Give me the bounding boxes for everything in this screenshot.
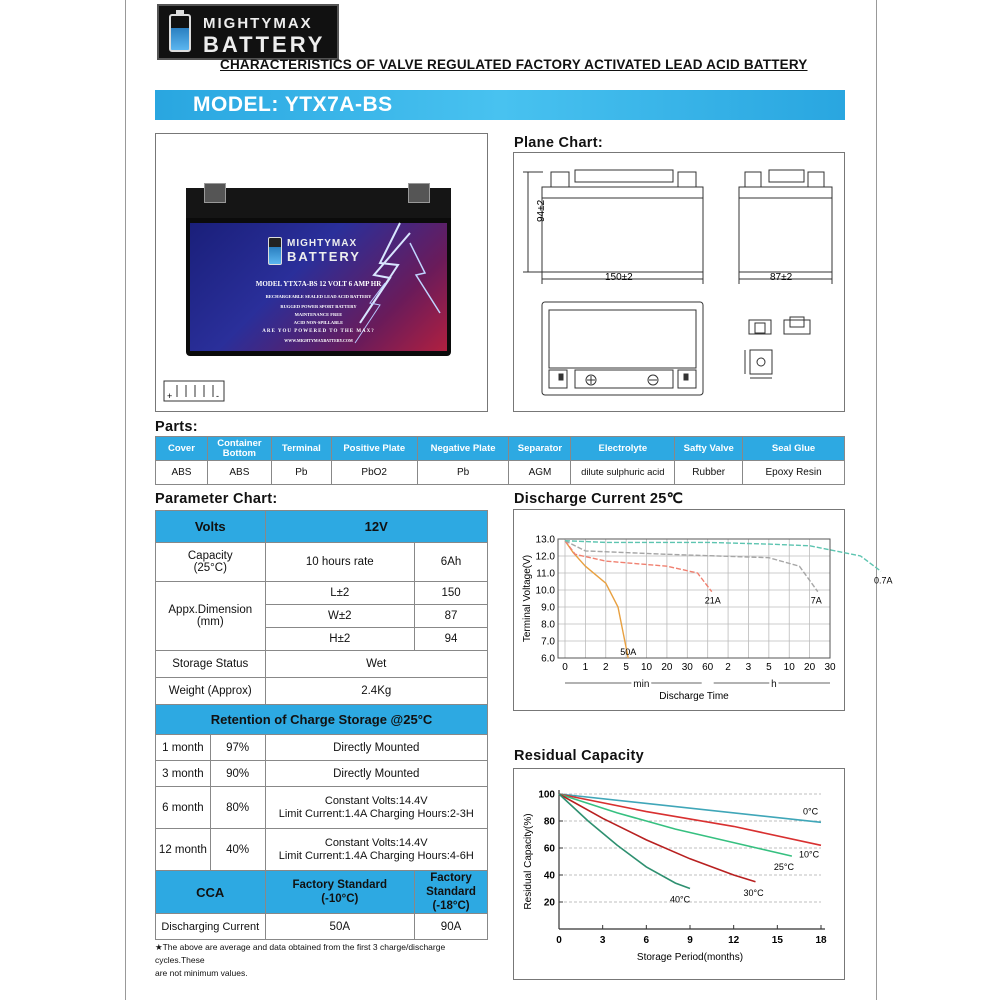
x-tick-label: 9 — [687, 935, 693, 946]
series-label-40C: 40°C — [670, 894, 691, 905]
retention-period: 3 month — [156, 761, 211, 787]
parts-header-cell: Positive Plate — [331, 437, 417, 461]
retention-title: Retention of Charge Storage @25°C — [156, 705, 488, 735]
retention-period: 12 month — [156, 829, 211, 871]
logo-line-2: BATTERY — [203, 32, 326, 57]
retention-pct: 97% — [210, 735, 265, 761]
dim-label: H±2 — [265, 628, 415, 651]
dim-value: 94 — [415, 628, 488, 651]
length-dimension-label: 150±2 — [605, 272, 633, 283]
svg-text:-: - — [216, 391, 219, 401]
parts-header-cell: Electrolyte — [571, 437, 675, 461]
battery-logo-icon — [169, 14, 191, 52]
parts-value-cell: Pb — [271, 461, 331, 485]
label-battery-icon — [268, 237, 282, 265]
y-tick-label: 100 — [538, 789, 555, 801]
retention-period: 6 month — [156, 787, 211, 829]
x-tick-label: 0 — [562, 662, 568, 673]
series-line-30C — [559, 794, 756, 882]
retention-row — [156, 787, 488, 829]
parts-header-cell: Safty Valve — [675, 437, 743, 461]
discharge-chart — [513, 509, 893, 711]
y-tick-label: 6.0 — [541, 653, 555, 665]
parts-value-cell: PbO2 — [331, 461, 417, 485]
negative-terminal-icon — [204, 183, 226, 203]
retention-row — [156, 829, 488, 871]
capacity-label: Capacity — [187, 550, 233, 562]
volts-label: Volts — [156, 511, 266, 543]
series-label-0C: 0°C — [803, 806, 819, 817]
footnote — [155, 941, 495, 980]
parameter-chart-title: Parameter Chart: — [155, 491, 278, 507]
retention-note: Directly Mounted — [265, 735, 488, 761]
series-label-7A: 7A — [810, 595, 822, 606]
dimension-unit: (mm) — [196, 616, 224, 628]
residual-chart — [513, 768, 845, 980]
capacity-value: 6Ah — [415, 543, 488, 582]
x-tick-label: 18 — [815, 935, 827, 946]
parts-value-cell: Pb — [417, 461, 509, 485]
volts-value: 12V — [265, 511, 488, 543]
retention-row — [156, 735, 488, 761]
y-tick-label: 12.0 — [535, 551, 555, 563]
storage-label: Storage Status — [156, 651, 266, 678]
dim-value: 87 — [415, 605, 488, 628]
y-tick-label: 40 — [543, 870, 555, 882]
series-label-50A: 50A — [620, 647, 637, 657]
page-title: CHARACTERISTICS OF VALVE REGULATED FACTORY ACTIVATED LEAD ACID BATTERY — [220, 57, 808, 72]
x-tick-label: 1 — [582, 662, 589, 673]
y-tick-label: 8.0 — [541, 619, 555, 631]
battery-label — [190, 223, 447, 351]
y-tick-label: 60 — [543, 843, 555, 855]
residual-chart-title: Residual Capacity — [514, 748, 645, 764]
parts-value-cell: Epoxy Resin — [743, 461, 845, 485]
y-tick-label: 7.0 — [541, 636, 555, 648]
retention-note-cell — [265, 787, 488, 829]
weight-label: Weight (Approx) — [156, 678, 266, 705]
parts-header-cell: Separator — [509, 437, 571, 461]
parts-header-cell: Seal Glue — [743, 437, 845, 461]
x-tick-label: 15 — [771, 935, 783, 946]
cca-label: CCA — [156, 871, 266, 914]
battery-photo — [186, 191, 451, 356]
fs2-line-1: Factory Standard — [426, 872, 476, 898]
series-line-40C — [559, 794, 690, 889]
y-axis-title: Residual Capacity(%) — [523, 813, 534, 910]
series-line-21A — [565, 541, 712, 592]
dim-value: 150 — [415, 582, 488, 605]
x-tick-label: 6 — [643, 935, 650, 946]
x-tick-label: 0 — [556, 935, 562, 946]
footnote-line-1: ★The above are average and data obtained from the first 3 charge/discharge cycles.These — [155, 942, 446, 965]
x-tick-label: 10 — [640, 662, 653, 673]
series-label-30C: 30°C — [743, 887, 764, 898]
dimension-label-cell — [156, 582, 266, 651]
plane-chart-title: Plane Chart: — [514, 135, 604, 151]
storage-value: Wet — [265, 651, 488, 678]
label-line-6: ARE YOU POWERED TO THE MAX? — [262, 329, 375, 334]
x-tick-label: 60 — [702, 662, 714, 673]
series-label-21A: 21A — [704, 595, 721, 606]
fs1-line-1: Factory Standard — [292, 879, 388, 891]
parts-header-cell: Container Bottom — [207, 437, 271, 461]
parts-value-row — [156, 461, 845, 485]
dimension-label: Appx.Dimension — [168, 604, 253, 616]
x-tick-label: 3 — [599, 935, 606, 946]
x-unit-h: h — [771, 679, 777, 690]
series-label-0-7A: 0.7A — [873, 575, 893, 586]
x-tick-label: 3 — [745, 662, 752, 673]
x-tick-label: 30 — [681, 662, 693, 673]
height-dimension-label: 94±2 — [536, 199, 547, 222]
retention-note-cell — [265, 829, 488, 871]
capacity-label-cell — [156, 543, 266, 582]
positive-terminal-icon — [408, 183, 430, 203]
y-axis-title: Terminal Voltage(V) — [522, 554, 533, 643]
footnote-line-2: are not minimum values. — [155, 968, 248, 978]
series-line-7A — [565, 541, 818, 592]
logo-line-1: MIGHTYMAX — [203, 15, 313, 32]
width-dimension-label: 87±2 — [770, 272, 793, 283]
x-tick-label: 2 — [602, 662, 609, 673]
svg-text:+: + — [167, 391, 173, 401]
label-brand-2: BATTERY — [287, 249, 361, 264]
series-line-50A — [565, 541, 628, 658]
discharging-value-10: 50A — [265, 914, 415, 940]
capacity-rate: 10 hours rate — [265, 543, 415, 582]
retention-pct: 90% — [210, 761, 265, 787]
x-tick-label: 5 — [766, 662, 772, 673]
parts-value-cell: dilute sulphuric acid — [571, 461, 675, 485]
retention-note-line-2: Limit Current:1.4A Charging Hours:2-3H — [278, 807, 474, 820]
factory-standard-18 — [415, 871, 488, 914]
series-label-10C: 10°C — [799, 849, 820, 860]
x-tick-label: 5 — [623, 662, 629, 673]
weight-value: 2.4Kg — [265, 678, 488, 705]
parts-value-cell: AGM — [509, 461, 571, 485]
dim-label: L±2 — [265, 582, 415, 605]
battery-cells-icon — [163, 380, 225, 402]
label-line-7: WWW.MIGHTYMAXBATTERY.COM — [284, 338, 353, 343]
label-line-5: ACID NON-SPILLABLE — [293, 320, 344, 325]
dim-label: W±2 — [265, 605, 415, 628]
series-label-25C: 25°C — [773, 862, 794, 873]
y-tick-label: 9.0 — [541, 602, 555, 614]
x-tick-label: 12 — [728, 935, 740, 946]
discharging-value-18: 90A — [415, 914, 488, 940]
fs1-line-2: (-10°C) — [321, 893, 359, 905]
parts-header-row — [156, 437, 845, 461]
discharge-chart-title: Discharge Current 25℃ — [514, 491, 684, 507]
parts-value-cell: Rubber — [675, 461, 743, 485]
plane-chart-drawing — [513, 152, 845, 412]
parts-header-cell: Negative Plate — [417, 437, 509, 461]
parts-table — [155, 436, 845, 485]
label-line-3: RUGGED POWER SPORT BATTERY — [280, 304, 357, 309]
parts-value-cell: ABS — [156, 461, 208, 485]
retention-note: Directly Mounted — [265, 761, 488, 787]
x-tick-label: 20 — [661, 662, 673, 673]
label-line-4: MAINTENANCE FREE — [294, 312, 343, 317]
model-text: MODEL: YTX7A-BS — [193, 93, 393, 116]
brand-logo — [157, 4, 339, 60]
parts-title: Parts: — [155, 419, 198, 435]
y-tick-label: 11.0 — [536, 568, 555, 580]
parameter-table — [155, 510, 488, 940]
label-model-line: MODEL YTX7A-BS 12 VOLT 6 AMP HR — [255, 280, 382, 288]
retention-note-line-1: Constant Volts:14.4V — [324, 794, 428, 807]
y-tick-label: 80 — [543, 816, 555, 828]
x-tick-label: 10 — [783, 662, 795, 673]
retention-row — [156, 761, 488, 787]
capacity-temp: (25°C) — [193, 562, 227, 574]
retention-note-line-2: Limit Current:1.4A Charging Hours:4-6H — [278, 849, 474, 862]
discharging-label: Discharging Current — [156, 914, 266, 940]
y-tick-label: 10.0 — [535, 585, 555, 597]
model-banner — [155, 90, 845, 120]
x-axis-title: Storage Period(months) — [636, 952, 744, 963]
x-axis-title: Discharge Time — [659, 691, 729, 702]
parts-header-cell: Terminal — [271, 437, 331, 461]
retention-period: 1 month — [156, 735, 211, 761]
series-line-10C — [559, 794, 821, 845]
factory-standard-10 — [265, 871, 415, 914]
parts-value-cell: ABS — [207, 461, 271, 485]
retention-note-line-1: Constant Volts:14.4V — [324, 836, 428, 849]
retention-pct: 40% — [210, 829, 265, 871]
retention-pct: 80% — [210, 787, 265, 829]
parts-header-cell: Cover — [156, 437, 208, 461]
y-tick-label: 13.0 — [535, 534, 555, 546]
fs2-line-2: (-18°C) — [432, 900, 470, 912]
x-unit-min: min — [633, 679, 650, 690]
x-tick-label: 20 — [804, 662, 816, 673]
label-line-2: RECHARGEABLE SEALED LEAD ACID BATTERY — [265, 294, 372, 299]
x-tick-label: 30 — [824, 662, 836, 673]
series-line-0C — [559, 794, 821, 822]
label-brand-1: MIGHTYMAX — [287, 238, 358, 249]
y-tick-label: 20 — [543, 897, 555, 909]
x-tick-label: 2 — [725, 662, 731, 673]
